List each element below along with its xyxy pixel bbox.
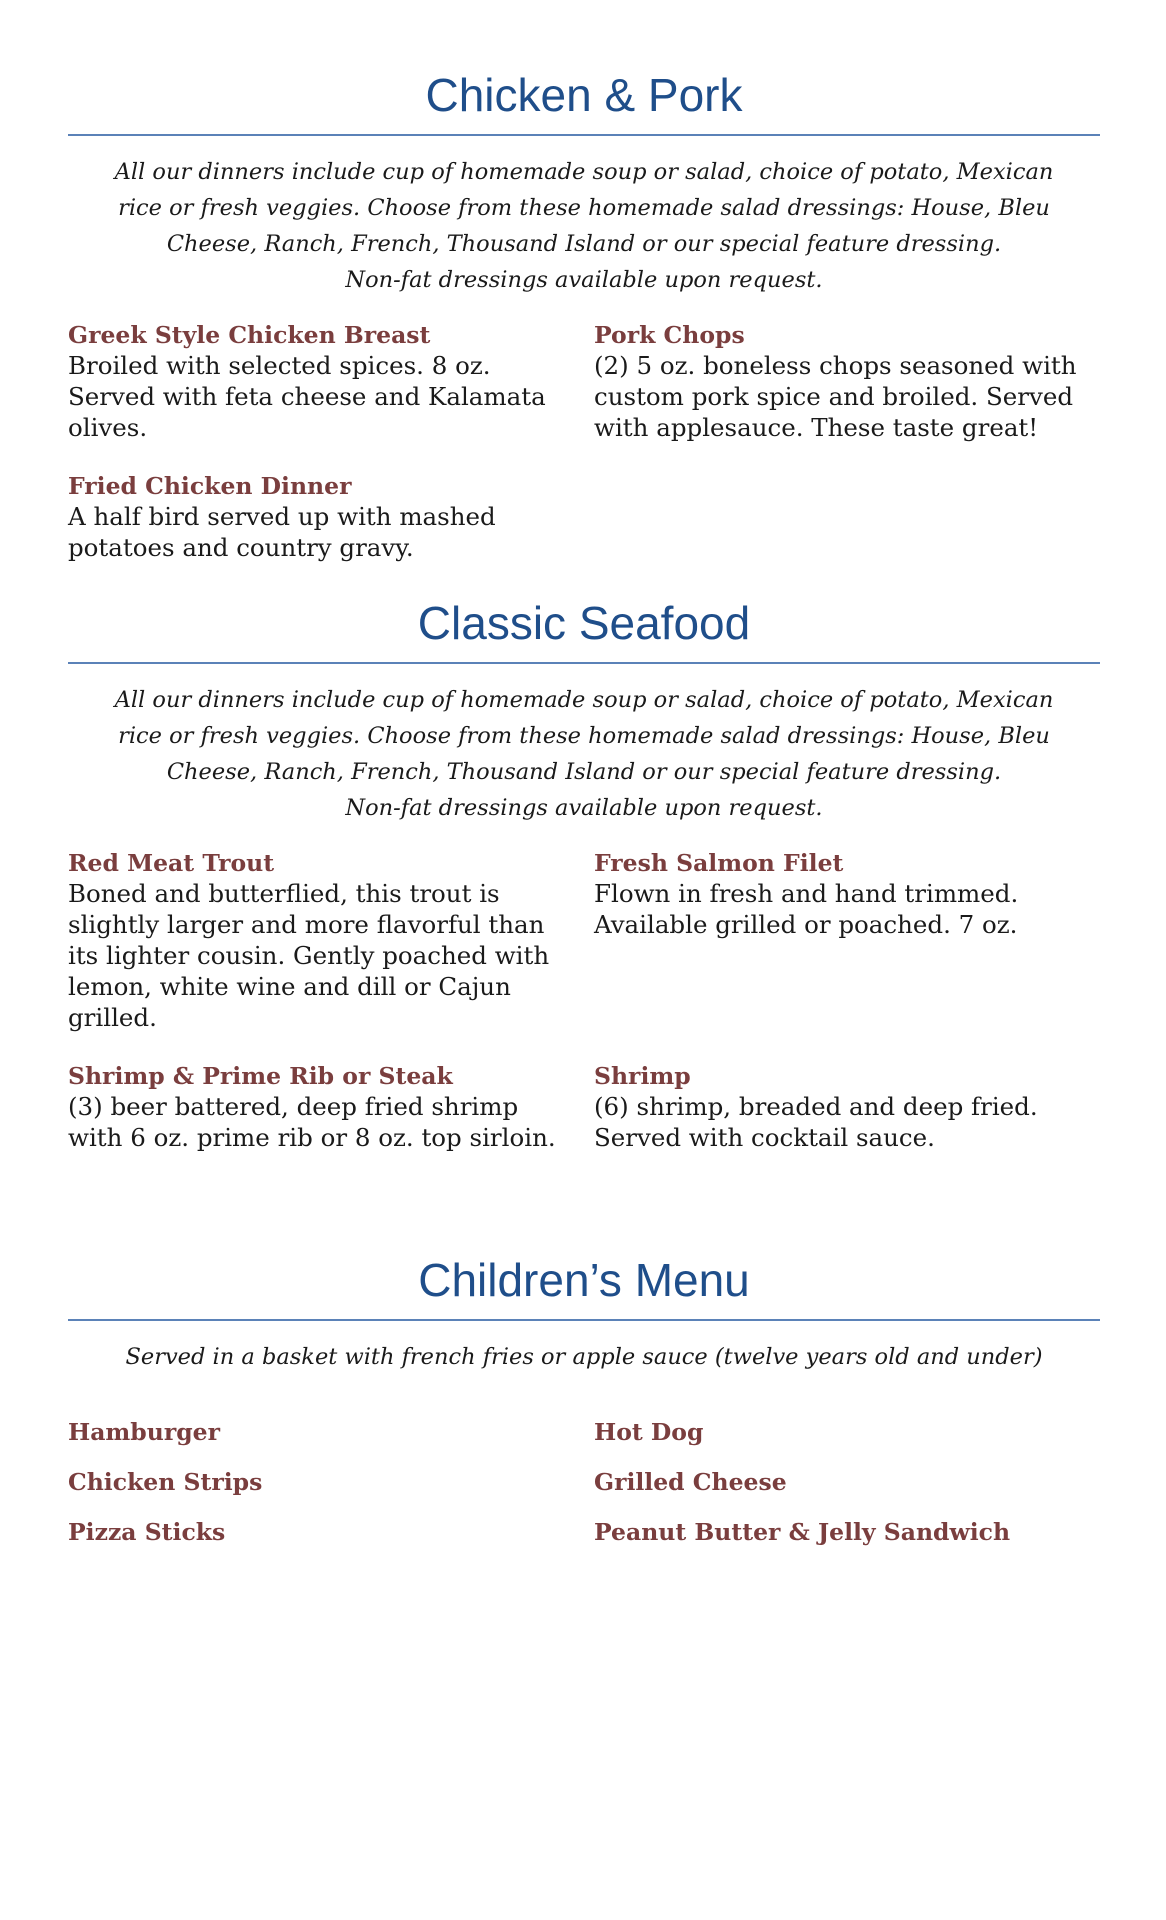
- menu-item-name: Red Meat Trout: [68, 849, 275, 877]
- menu-item-description: (3) beer battered, deep fried shrimp with 6 oz. prime rib or 8 oz. top sirloin.: [68, 1092, 556, 1152]
- section-title: Children’s Menu: [418, 1254, 750, 1306]
- menu-item-name: Greek Style Chicken Breast: [68, 321, 431, 349]
- section-intro: [88, 1339, 1080, 1375]
- intro-line: All our dinners include cup of homemade soup or salad, choice of potato, Mexican: [114, 687, 1054, 713]
- section-title: Classic Seafood: [417, 597, 751, 649]
- menu-item-name: Fresh Salmon Filet: [594, 849, 844, 877]
- section-intro: [88, 682, 1080, 826]
- menu-item-name: Pork Chops: [594, 321, 745, 349]
- section-divider: [68, 662, 1100, 664]
- intro-line: Non-fat dressings available upon request.: [345, 267, 823, 293]
- menu-item-description: (2) 5 oz. boneless chops seasoned with custom pork spice and broiled. Served with applesauce. These taste great!: [594, 351, 1077, 442]
- menu-item-description: A half bird served up with mashed potatoes and country gravy.: [68, 502, 496, 562]
- menu-item-description: Broiled with selected spices. 8 oz. Served with feta cheese and Kalamata olives.: [68, 351, 546, 442]
- menu-items-grid: [68, 320, 1100, 591]
- menu-item: [68, 848, 594, 1033]
- menu-item-name: Pizza Sticks: [68, 1518, 226, 1546]
- menu-item-name: Hot Dog: [594, 1418, 704, 1446]
- menu-item-description: Flown in fresh and hand trimmed. Available grilled or poached. 7 oz.: [594, 879, 1019, 939]
- menu-item-description: (6) shrimp, breaded and deep fried. Served with cocktail sauce.: [594, 1092, 1038, 1152]
- intro-line: rice or fresh veggies. Choose from these homemade salad dressings: House, Bleu: [118, 723, 1050, 749]
- intro-line: Served in a basket with french fries or apple sauce (twelve years old and under): [125, 1344, 1043, 1370]
- section-childrens-menu: [68, 1254, 1100, 1547]
- menu-item-name: Grilled Cheese: [594, 1468, 787, 1496]
- menu-item: [594, 1061, 1100, 1153]
- intro-line: Cheese, Ranch, French, Thousand Island or our special feature dressing.: [166, 759, 1002, 785]
- menu-item-name: Shrimp & Prime Rib or Steak: [68, 1062, 453, 1090]
- intro-line: Cheese, Ranch, French, Thousand Island or our special feature dressing.: [166, 231, 1002, 257]
- menu-item-name: Hamburger: [68, 1418, 220, 1446]
- menu-items-grid: [68, 848, 1100, 1181]
- menu-item: [68, 471, 594, 563]
- section-chicken-pork: [68, 69, 1100, 591]
- intro-line: All our dinners include cup of homemade soup or salad, choice of potato, Mexican: [114, 159, 1054, 185]
- menu-item-name: Fried Chicken Dinner: [68, 472, 352, 500]
- menu-item-name: Peanut Butter & Jelly Sandwich: [594, 1518, 1011, 1546]
- menu-item: [594, 848, 1100, 1033]
- section-intro: [88, 154, 1080, 298]
- menu-items-grid: [68, 1417, 1100, 1547]
- menu-item: [594, 320, 1100, 443]
- menu-item: [68, 1061, 594, 1153]
- intro-line: Non-fat dressings available upon request.: [345, 795, 823, 821]
- section-title: Chicken & Pork: [425, 69, 743, 121]
- intro-line: rice or fresh veggies. Choose from these homemade salad dressings: House, Bleu: [118, 195, 1050, 221]
- menu-item-description: Boned and butterflied, this trout is slightly larger and more flavorful than its lighter cousin. Gently poached with lemon, white wine and dill or Cajun grilled.: [68, 879, 550, 1032]
- menu-item: [68, 320, 594, 443]
- section-classic-seafood: [68, 597, 1100, 1181]
- menu-item-name: Shrimp: [594, 1062, 691, 1090]
- section-divider: [68, 134, 1100, 136]
- menu-item-name: Chicken Strips: [68, 1468, 263, 1496]
- section-divider: [68, 1319, 1100, 1321]
